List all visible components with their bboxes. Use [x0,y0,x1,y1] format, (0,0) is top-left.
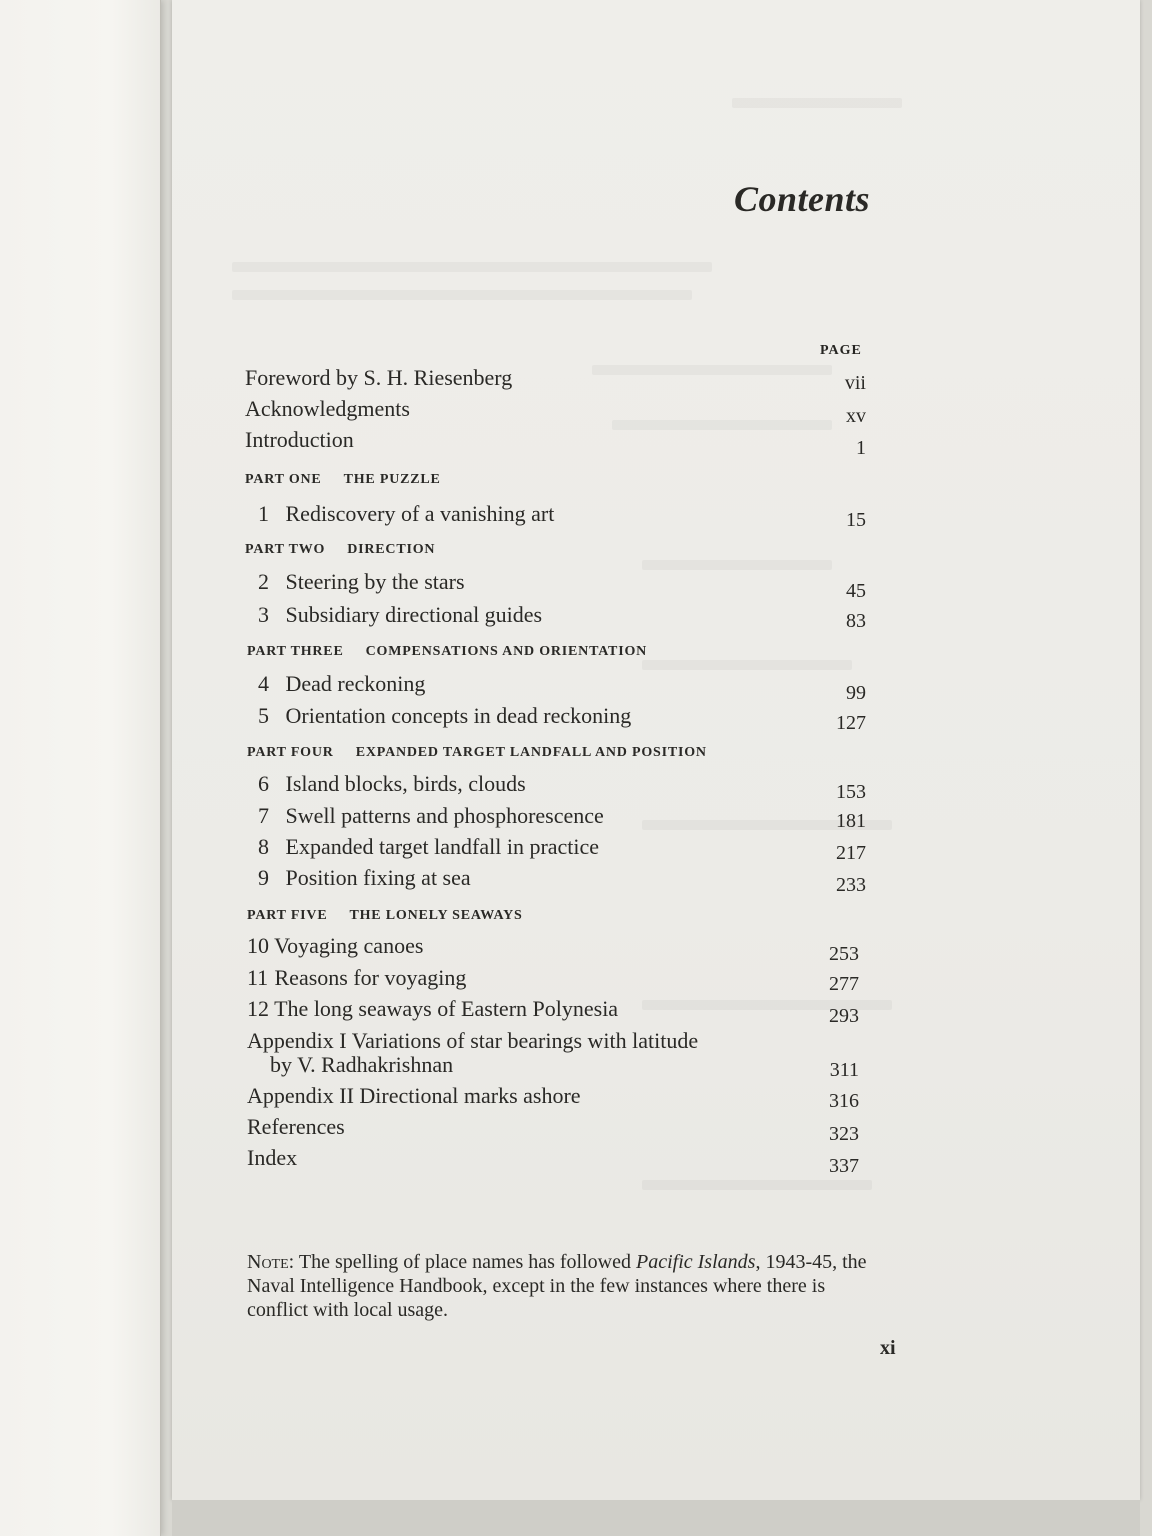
chapter-title: Rediscovery of a vanishing art [285,501,555,526]
part-number: PART ONE [245,472,322,487]
toc-page-number: vii [844,372,866,394]
chapter-number: 1 [258,501,269,526]
toc-page-number: 15 [846,509,866,531]
page-title: Contents [733,179,870,219]
toc-entry-appendix-1-author: by V. Radhakrishnan [270,1052,454,1077]
toc-entry-appendix-1: Appendix I Variations of star bearings with latitude [247,1028,699,1053]
toc-chapter [258,865,471,891]
chapter-title: Voyaging canoes [274,933,424,958]
chapter-title: Orientation concepts in dead reckoning [285,703,632,728]
toc-chapter [258,501,554,527]
chapter-number: 3 [258,602,269,627]
toc-page-number: 277 [829,973,859,995]
show-through [642,1180,872,1190]
chapter-title: Position fixing at sea [285,865,471,890]
toc-entry-appendix-2: Appendix II Directional marks ashore [247,1083,581,1108]
chapter-title: Expanded target landfall in practice [285,834,600,859]
note-text: : The spelling of place names has followed [288,1251,636,1273]
toc-page-number: 316 [829,1090,859,1112]
toc-entry-index: Index [247,1145,298,1170]
toc-chapter [247,996,618,1022]
show-through [612,420,832,430]
chapter-title: Swell patterns and phosphorescence [285,803,604,828]
chapter-number: 12 [247,996,269,1021]
note-italic-title: Pacific Islands [636,1251,756,1273]
toc-page-number: 311 [829,1059,859,1081]
show-through [232,290,692,300]
toc-chapter [258,569,465,595]
facing-page [0,0,161,1536]
toc-chapter [258,703,631,729]
toc-page-number: 253 [829,943,859,965]
toc-page-number: 293 [829,1005,859,1027]
toc-entry-introduction: Introduction [245,427,354,452]
part-number: PART TWO [245,542,326,557]
toc-page-number: 153 [836,781,866,803]
toc-page-number: 337 [829,1155,859,1177]
chapter-number: 9 [258,865,269,890]
chapter-number: 8 [258,834,269,859]
part-heading [247,908,523,924]
toc-chapter [258,602,542,628]
toc-page-number: 83 [846,610,866,632]
show-through [232,262,712,272]
part-number: PART FIVE [247,908,328,923]
show-through [642,660,852,670]
show-through [592,365,832,375]
part-heading [247,745,707,761]
toc-chapter [258,834,599,860]
toc-page-number: 1 [856,437,866,459]
chapter-number: 6 [258,771,269,796]
toc-chapter [258,771,526,797]
toc-entry-references: References [247,1114,345,1139]
toc-chapter [247,933,423,959]
chapter-number: 7 [258,803,269,828]
chapter-number: 4 [258,671,269,696]
chapter-number: 11 [247,965,269,990]
toc-page-number: xv [846,405,866,427]
chapter-title: Dead reckoning [285,671,426,696]
chapter-title: Steering by the stars [285,569,465,594]
toc-entry-foreword: Foreword by S. H. Riesenberg [245,365,513,390]
part-heading [247,644,647,660]
show-through [642,560,832,570]
toc-chapter [258,671,425,697]
part-number: PART THREE [247,644,344,659]
chapter-title: Reasons for voyaging [274,965,467,990]
toc-page-number: 233 [836,874,866,896]
chapter-number: 5 [258,703,269,728]
toc-page-number: 217 [836,842,866,864]
toc-chapter [258,803,604,829]
toc-page-number: 181 [836,810,866,832]
show-through [732,98,902,108]
part-heading [245,542,435,558]
chapter-title: Island blocks, birds, clouds [285,771,526,796]
toc-chapter [247,965,466,991]
chapter-number: 2 [258,569,269,594]
chapter-title: The long seaways of Eastern Polynesia [274,996,619,1021]
toc-page-number: 323 [829,1123,859,1145]
desk-surface [172,1500,1140,1536]
toc-page-number: 127 [836,712,866,734]
part-name: COMPENSATIONS AND ORIENTATION [365,644,648,659]
part-name: DIRECTION [347,542,436,557]
page-folio: xi [880,1337,896,1359]
part-name: THE LONELY SEAWAYS [349,908,523,923]
chapter-title: Subsidiary directional guides [285,602,543,627]
note-text: , 1943-45, the Naval Intelligence Handbook, except in the few instances where there is conflict with local usage. [247,1251,867,1321]
part-heading [245,472,441,488]
note-lead: Note [247,1251,289,1273]
chapter-number: 10 [247,933,269,958]
spelling-note [247,1250,867,1322]
toc-entry-acknowledgments: Acknowledgments [245,396,410,421]
part-name: EXPANDED TARGET LANDFALL AND POSITION [355,745,707,760]
toc-page-number: 99 [846,682,866,704]
part-name: THE PUZZLE [343,472,441,487]
part-number: PART FOUR [247,745,334,760]
page-column-label: PAGE [820,343,862,358]
toc-page-number: 45 [846,580,866,602]
